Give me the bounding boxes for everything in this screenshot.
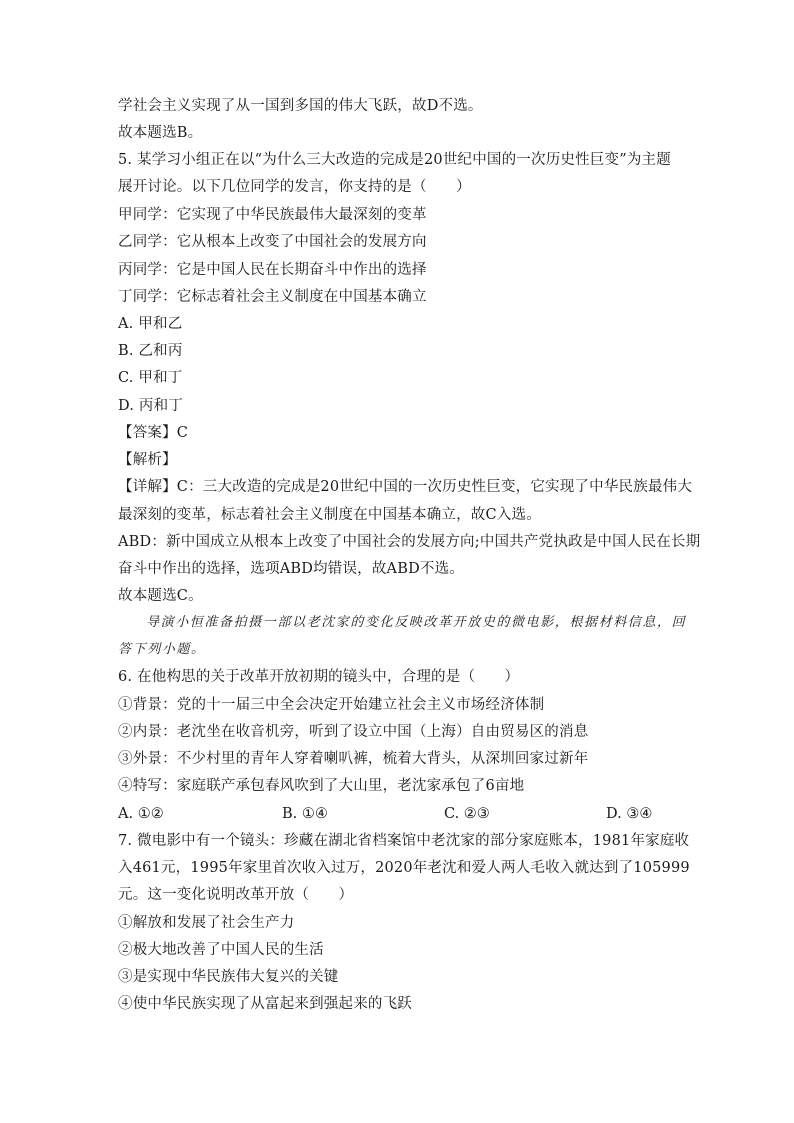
analysis-label: 【解析】 — [118, 452, 177, 468]
answer-label: 【答案】C — [118, 425, 189, 441]
statement-item: 丁同学：它标志着社会主义制度在中国基本确立 — [118, 289, 427, 305]
detail-text: 奋斗中作出的选择，选项ABD均错误，故ABD不选。 — [118, 561, 465, 577]
option-d: D. 丙和丁 — [118, 398, 184, 414]
statement-item: ④使中华民族实现了从富起来到强起来的飞跃 — [118, 996, 412, 1012]
question-5-stem: 展开讨论。以下几位同学的发言，你支持的是（ ） — [118, 179, 471, 195]
statement-item: ②极大地改善了中国人民的生活 — [118, 942, 324, 958]
option-a: A. ①② — [118, 806, 164, 822]
statement-item: 乙同学：它从根本上改变了中国社会的发展方向 — [118, 234, 427, 250]
statement-item: 甲同学：它实现了中华民族最伟大最深刻的变革 — [118, 207, 427, 223]
statement-item: ③是实现中华民族伟大复兴的关键 — [118, 969, 339, 985]
statement-item: ①背景：党的十一届三中全会决定开始建立社会主义市场经济体制 — [118, 697, 545, 713]
option-b: B. ①④ — [282, 806, 328, 822]
material-intro: 答下列小题。 — [118, 642, 206, 657]
text-line: 故本题选B。 — [118, 125, 203, 141]
question-7-stem: 入461元，1995年家里首次收入过万，2020年老沈和爱人两人毛收入就达到了105999 — [118, 860, 690, 876]
statement-item: ①解放和发展了社会生产力 — [118, 915, 295, 931]
detail-text: ABD：新中国成立从根本上改变了中国社会的发展方向;中国共产党执政是中国人民在长期 — [118, 534, 701, 550]
detail-text: 最深刻的变革，标志着社会主义制度在中国基本确立，故C入选。 — [118, 507, 541, 523]
detail-text: 故本题选C。 — [118, 588, 203, 604]
statement-item: ②内景：老沈坐在收音机旁，听到了设立中国（上海）自由贸易区的消息 — [118, 724, 589, 740]
question-5-stem: 5. 某学习小组正在以“为什么三大改造的完成是20世纪中国的一次历史性巨变”为主题 — [118, 152, 671, 168]
statement-item: ③外景：不少村里的青年人穿着喇叭裤，梳着大背头，从深圳回家过新年 — [118, 751, 589, 767]
option-c: C. 甲和丁 — [118, 370, 183, 386]
question-6-stem: 6. 在他构思的关于改革开放初期的镜头中，合理的是（ ） — [118, 669, 520, 685]
question-7-stem: 7. 微电影中有一个镜头：珍藏在湖北省档案馆中老沈家的部分家庭账本，1981年家庭收 — [118, 833, 690, 849]
statement-item: 丙同学：它是中国人民在长期奋斗中作出的选择 — [118, 262, 427, 278]
option-b: B. 乙和丙 — [118, 343, 183, 359]
option-c: C. ②③ — [444, 806, 490, 822]
statement-item: ④特写：家庭联产承包春风吹到了大山里，老沈家承包了6亩地 — [118, 778, 525, 794]
option-a: A. 甲和乙 — [118, 316, 183, 332]
detail-text: 【详解】C：三大改造的完成是20世纪中国的一次历史性巨变，它实现了中华民族最伟大 — [118, 479, 693, 495]
text-line: 学社会主义实现了从一国到多国的伟大飞跃，故D不选。 — [118, 98, 483, 114]
question-7-stem: 元。这一变化说明改革开放（ ） — [118, 887, 354, 903]
material-intro: 导演小恒准备拍摄一部以老沈家的变化反映改革开放史的微电影，根据材料信息，回 — [146, 615, 687, 630]
option-d: D. ③④ — [606, 806, 653, 822]
